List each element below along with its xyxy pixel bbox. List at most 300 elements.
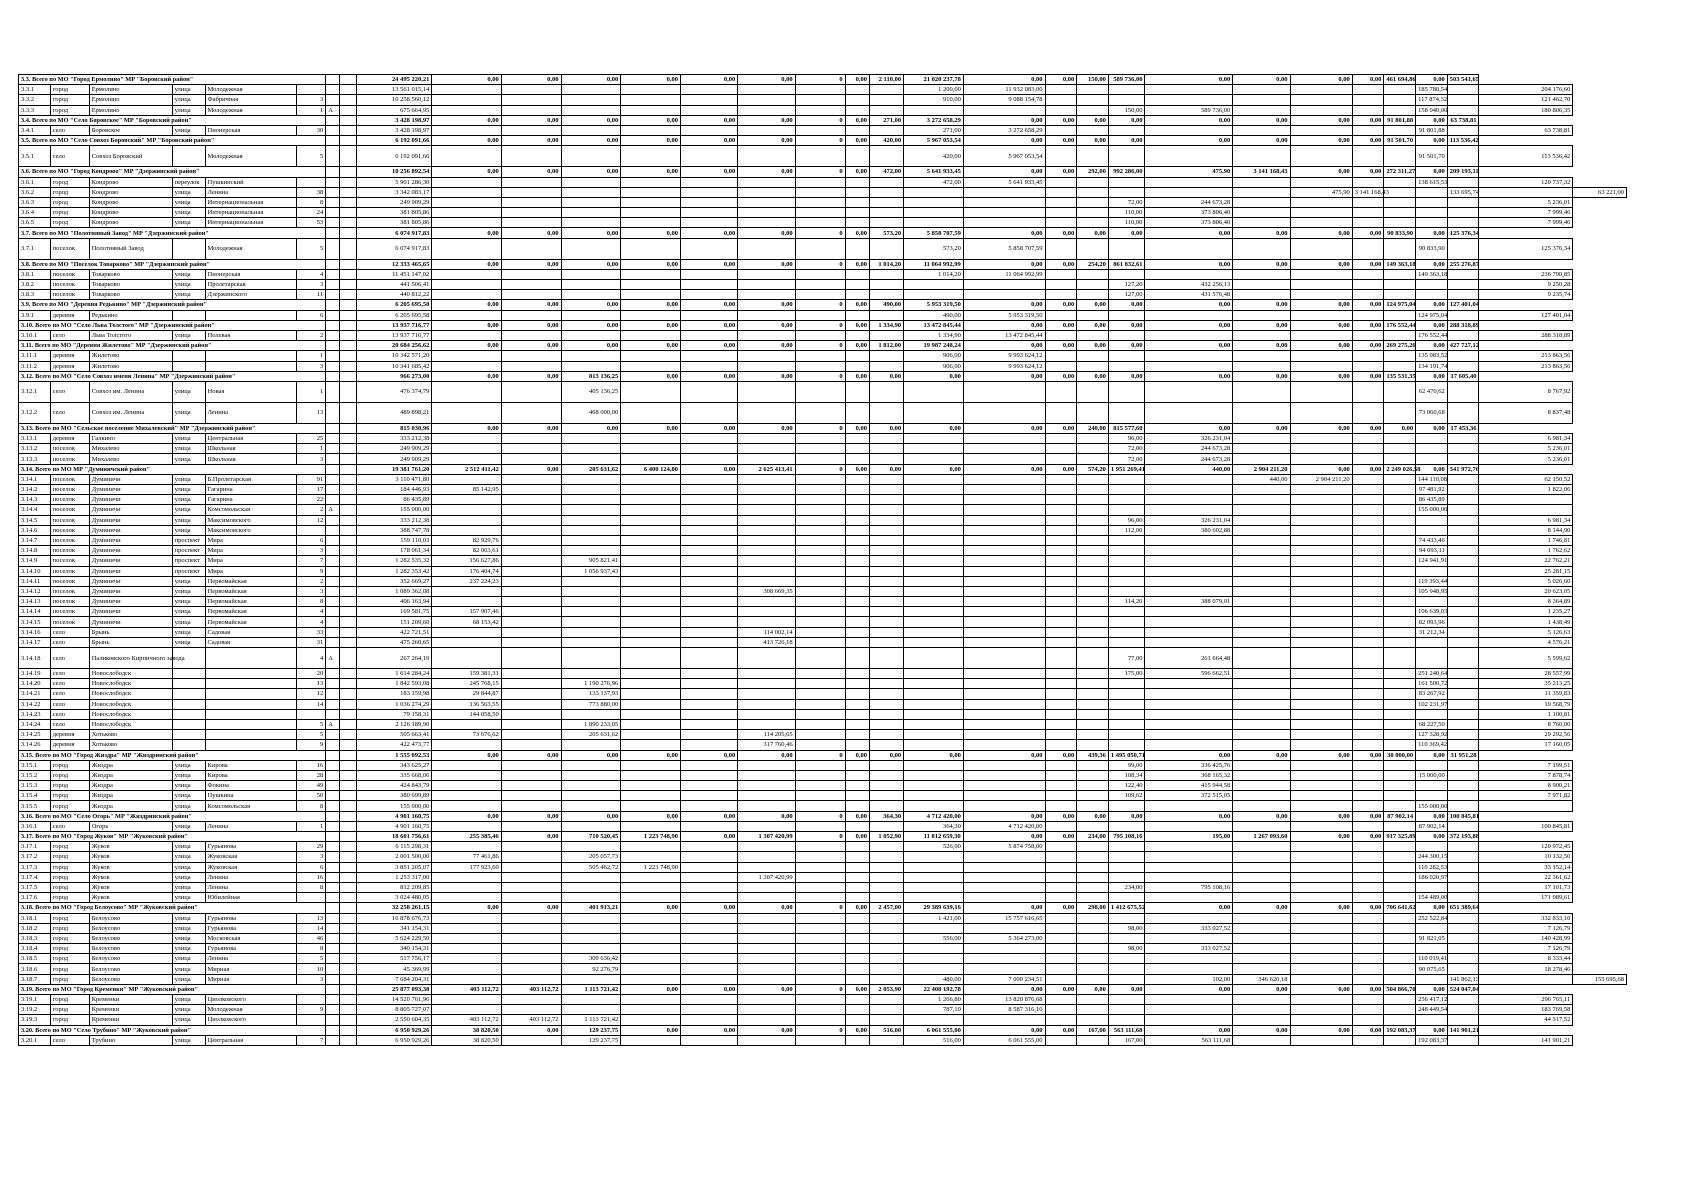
- cell-value: [681, 689, 738, 699]
- house-letter: [326, 208, 339, 218]
- house-number: [296, 85, 325, 95]
- cell-value: [738, 381, 795, 402]
- cell-value: [1384, 218, 1416, 228]
- table-row: [19, 679, 1676, 689]
- street-type: [172, 669, 205, 679]
- cell-value: [904, 781, 964, 791]
- street-type: улица: [172, 381, 205, 402]
- cell-value: 0,00: [1108, 228, 1145, 238]
- cell-value: 0,00: [1233, 903, 1290, 913]
- cell-value: 10 342 571,20: [356, 351, 432, 361]
- street-name: Молодежная: [205, 238, 296, 259]
- cell-value: [681, 913, 738, 923]
- cell-value: [1233, 913, 1290, 923]
- street-name: [205, 361, 296, 371]
- cell-value: [904, 218, 964, 228]
- cell-value: 0,00: [1145, 320, 1233, 330]
- cell-value: 0,00: [501, 811, 561, 821]
- total-label: 3.9. Всего по МО "Деревня Редькино" МР "Дзержинский район": [19, 300, 326, 310]
- cell-value: [1145, 872, 1233, 882]
- cell-value: 0,00: [904, 371, 964, 381]
- cell-value: [1045, 85, 1077, 95]
- cell-value: [1352, 330, 1384, 340]
- cell-value: [1384, 607, 1416, 617]
- cell-value: 32 258 261,15: [356, 903, 432, 913]
- cell-value: [1145, 964, 1233, 974]
- cell-value: 0,00: [681, 903, 738, 913]
- cell-value: [1352, 586, 1384, 596]
- cell-value: 1 412 675,52: [1108, 903, 1145, 913]
- cell-value: 380 699,89: [356, 791, 432, 801]
- house-letter: [326, 1035, 339, 1045]
- cell-value: [501, 434, 561, 444]
- cell-value: [1077, 269, 1109, 279]
- cell-value: 0,00: [1145, 300, 1233, 310]
- cell-value: 441 506,41: [356, 280, 432, 290]
- settlement-type: поселок: [50, 525, 89, 535]
- row-number: 3.18.3: [19, 933, 51, 943]
- cell-value: [1416, 290, 1448, 300]
- row-number: 3.15.5: [19, 801, 51, 811]
- cell-value: [1077, 125, 1109, 135]
- house-number: 9: [296, 566, 325, 576]
- cell-value: [869, 187, 903, 197]
- cell-value: [845, 669, 869, 679]
- cell-value: 0,00: [561, 167, 621, 177]
- cell-value: [1077, 923, 1109, 933]
- cell-value: 13 472 845,44: [904, 320, 964, 330]
- cell-value: [681, 607, 738, 617]
- cell-value: 72,00: [1108, 197, 1145, 207]
- cell-value: 2 457,00: [869, 903, 903, 913]
- cell-value: [1384, 933, 1416, 943]
- cell-value: [1447, 648, 1479, 669]
- cell-value: 8 760,00: [1479, 719, 1573, 729]
- cell-value: 0,00: [501, 75, 561, 85]
- cell-value: [681, 995, 738, 1005]
- house-letter: [326, 495, 339, 505]
- empty-cell: [339, 535, 356, 545]
- house-number: 22: [296, 495, 325, 505]
- cell-value: [1352, 842, 1384, 852]
- settlement-name: Жуков: [89, 893, 172, 903]
- cell-value: [738, 954, 795, 964]
- cell-value: 0,00: [621, 320, 681, 330]
- cell-value: 341 972,76: [1447, 464, 1479, 474]
- cell-value: [963, 852, 1045, 862]
- cell-value: [681, 474, 738, 484]
- cell-value: [1045, 872, 1077, 882]
- cell-value: [963, 699, 1045, 709]
- cell-value: [1145, 351, 1233, 361]
- cell-value: 2 550 604,35: [356, 1015, 432, 1025]
- cell-value: [501, 627, 561, 637]
- cell-value: 0,00: [1290, 984, 1352, 994]
- cell-value: 472,00: [904, 177, 964, 187]
- cell-value: [1447, 821, 1479, 831]
- cell-value: 0: [795, 832, 845, 842]
- cell-value: 155 000,00: [356, 801, 432, 811]
- cell-value: [501, 485, 561, 495]
- street-type: улица: [172, 933, 205, 943]
- cell-value: [738, 893, 795, 903]
- row-number: 3.6.5: [19, 218, 51, 228]
- cell-value: [738, 218, 795, 228]
- cell-value: 8 767,92: [1479, 381, 1573, 402]
- cell-value: [501, 1005, 561, 1015]
- cell-value: 0,00: [738, 228, 795, 238]
- cell-value: [1077, 218, 1109, 228]
- cell-value: 0,00: [1145, 228, 1233, 238]
- cell-value: [1108, 485, 1145, 495]
- cell-value: [795, 954, 845, 964]
- street-name: Первомайская: [205, 607, 296, 617]
- cell-value: [432, 95, 501, 105]
- cell-value: [1416, 1015, 1448, 1025]
- cell-value: [1416, 187, 1448, 197]
- cell-value: [963, 964, 1045, 974]
- cell-value: 11 359,83: [1479, 689, 1573, 699]
- cell-value: 773 880,00: [561, 699, 621, 709]
- cell-value: 22 762,21: [1479, 556, 1573, 566]
- cell-value: 0,00: [738, 750, 795, 760]
- row-number: 3.3.3: [19, 105, 51, 115]
- cell-value: [869, 290, 903, 300]
- cell-value: [1384, 770, 1416, 780]
- empty-cell: [339, 495, 356, 505]
- street-name: Б.Пролетарская: [205, 474, 296, 484]
- settlement-type: село: [50, 627, 89, 637]
- street-type: переулок: [172, 177, 205, 187]
- cell-value: [1233, 146, 1290, 167]
- house-letter: [326, 944, 339, 954]
- cell-value: 0,00: [681, 259, 738, 269]
- cell-value: 0,00: [561, 341, 621, 351]
- table-row: [19, 474, 1676, 484]
- cell-value: [795, 290, 845, 300]
- cell-value: [1416, 781, 1448, 791]
- cell-value: [621, 280, 681, 290]
- cell-value: [1384, 627, 1416, 637]
- cell-value: [1290, 290, 1352, 300]
- cell-value: [1108, 85, 1145, 95]
- cell-value: [738, 525, 795, 535]
- cell-value: [1352, 290, 1384, 300]
- cell-value: [1352, 760, 1384, 770]
- cell-value: [1077, 361, 1109, 371]
- cell-value: [1045, 485, 1077, 495]
- settlement-name: Думиничи: [89, 485, 172, 495]
- street-type: улица: [172, 607, 205, 617]
- cell-value: [681, 852, 738, 862]
- cell-value: [1233, 770, 1290, 780]
- cell-value: 158 040,00: [1416, 105, 1448, 115]
- total-label: 3.12. Всего по МО "Село Совхоз имени Ленина" МР "Дзержинский район": [19, 371, 326, 381]
- street-type: [172, 351, 205, 361]
- cell-value: [1077, 495, 1109, 505]
- settlement-type: город: [50, 781, 89, 791]
- cell-value: [561, 546, 621, 556]
- cell-value: [869, 913, 903, 923]
- settlement-type: село: [50, 699, 89, 709]
- cell-value: [326, 832, 339, 842]
- cell-value: 340 154,31: [356, 944, 432, 954]
- cell-value: 3 272 658,29: [963, 125, 1045, 135]
- cell-value: [1290, 586, 1352, 596]
- cell-value: 0,00: [501, 115, 561, 125]
- cell-value: 0,00: [1108, 811, 1145, 821]
- street-name: Максимовского: [205, 525, 296, 535]
- cell-value: [1290, 434, 1352, 444]
- cell-value: [1045, 566, 1077, 576]
- cell-value: 0,00: [1145, 750, 1233, 760]
- cell-value: [904, 556, 964, 566]
- cell-value: 1 282 353,42: [356, 566, 432, 576]
- cell-value: [561, 740, 621, 750]
- cell-value: 0,00: [432, 423, 501, 433]
- cell-value: 5 599,62: [1479, 648, 1573, 669]
- cell-value: 117 874,32: [1416, 95, 1448, 105]
- cell-value: [1045, 495, 1077, 505]
- cell-value: [1290, 709, 1352, 719]
- table-row: [19, 310, 1676, 320]
- cell-value: 1 113 721,42: [561, 1015, 621, 1025]
- cell-value: [869, 760, 903, 770]
- cell-value: [1233, 1035, 1290, 1045]
- cell-value: 524 047,04: [1447, 984, 1479, 994]
- cell-value: [1384, 208, 1416, 218]
- cell-value: [738, 801, 795, 811]
- cell-value: 28 557,99: [1479, 669, 1573, 679]
- cell-value: 255 276,87: [1447, 259, 1479, 269]
- cell-value: [795, 310, 845, 320]
- cell-value: 1 762,62: [1479, 546, 1573, 556]
- cell-value: [1352, 719, 1384, 729]
- cell-value: [561, 791, 621, 801]
- cell-value: [326, 464, 339, 474]
- cell-value: [738, 821, 795, 831]
- table-row: [19, 238, 1676, 259]
- cell-value: 0,00: [1045, 984, 1077, 994]
- cell-value: 0,00: [845, 423, 869, 433]
- cell-value: 0,00: [845, 115, 869, 125]
- cell-value: [1045, 740, 1077, 750]
- cell-value: 102 231,97: [1416, 699, 1448, 709]
- cell-value: 77,00: [1108, 648, 1145, 669]
- cell-value: [681, 1035, 738, 1045]
- total-row: [19, 903, 1676, 913]
- cell-value: [1384, 361, 1416, 371]
- cell-value: 0,00: [1416, 423, 1448, 433]
- cell-value: 8 364,89: [1479, 597, 1573, 607]
- cell-value: [1384, 566, 1416, 576]
- cell-value: 1 555 092,53: [356, 750, 432, 760]
- settlement-name: Жиздра: [89, 770, 172, 780]
- cell-value: [326, 300, 339, 310]
- cell-value: [1145, 699, 1233, 709]
- cell-value: 1 113 721,42: [561, 984, 621, 994]
- cell-value: [501, 607, 561, 617]
- empty-cell: [339, 852, 356, 862]
- row-number: 3.14.21: [19, 689, 51, 699]
- row-number: 3.17.3: [19, 862, 51, 872]
- cell-value: [1045, 95, 1077, 105]
- cell-value: 0,00: [1352, 167, 1384, 177]
- cell-value: [963, 187, 1045, 197]
- cell-value: [738, 923, 795, 933]
- cell-value: [904, 597, 964, 607]
- cell-value: [738, 607, 795, 617]
- cell-value: 0,00: [1077, 811, 1109, 821]
- house-letter: [326, 556, 339, 566]
- table-row: [19, 597, 1676, 607]
- cell-value: [1416, 923, 1448, 933]
- cell-value: 0,00: [1352, 1025, 1384, 1035]
- cell-value: [501, 535, 561, 545]
- table-row: [19, 791, 1676, 801]
- cell-value: [738, 699, 795, 709]
- cell-value: [432, 290, 501, 300]
- cell-value: 149 363,18: [1384, 259, 1416, 269]
- house-letter: [326, 566, 339, 576]
- house-number: 3: [296, 280, 325, 290]
- cell-value: [1233, 893, 1290, 903]
- street-name: Ленина: [205, 882, 296, 892]
- cell-value: [1352, 709, 1384, 719]
- cell-value: [1233, 177, 1290, 187]
- cell-value: [681, 177, 738, 187]
- cell-value: [845, 709, 869, 719]
- cell-value: 0,00: [1290, 423, 1352, 433]
- cell-value: 2 001 500,00: [356, 852, 432, 862]
- cell-value: [795, 197, 845, 207]
- street-type: улица: [172, 872, 205, 882]
- cell-value: [621, 760, 681, 770]
- cell-value: [432, 85, 501, 95]
- cell-value: [561, 617, 621, 627]
- cell-value: [869, 310, 903, 320]
- cell-value: 0,00: [1352, 341, 1384, 351]
- cell-value: [501, 852, 561, 862]
- cell-value: 0: [795, 464, 845, 474]
- cell-value: [501, 882, 561, 892]
- cell-value: [1233, 310, 1290, 320]
- cell-value: [869, 85, 903, 95]
- cell-value: 288 318,89: [1447, 320, 1479, 330]
- total-row: [19, 75, 1676, 85]
- cell-value: 96,00: [1108, 434, 1145, 444]
- cell-value: [1352, 923, 1384, 933]
- house-letter: [326, 361, 339, 371]
- cell-value: [904, 893, 964, 903]
- cell-value: [621, 791, 681, 801]
- street-type: улица: [172, 995, 205, 1005]
- row-number: 3.8.3: [19, 290, 51, 300]
- cell-value: [904, 208, 964, 218]
- cell-value: [1384, 485, 1416, 495]
- cell-value: 133 137,93: [561, 689, 621, 699]
- empty-cell: [339, 770, 356, 780]
- cell-value: 0,00: [1290, 167, 1352, 177]
- cell-value: 13 820 876,68: [963, 995, 1045, 1005]
- cell-value: 373 806,40: [1145, 208, 1233, 218]
- cell-value: [738, 913, 795, 923]
- cell-value: [621, 566, 681, 576]
- cell-value: [738, 177, 795, 187]
- cell-value: [1233, 556, 1290, 566]
- street-type: проспект: [172, 556, 205, 566]
- house-number: 2: [296, 505, 325, 515]
- street-name: Пролетарская: [205, 280, 296, 290]
- house-letter: [326, 351, 339, 361]
- cell-value: [1077, 444, 1109, 454]
- table-row: [19, 923, 1676, 933]
- cell-value: [681, 525, 738, 535]
- cell-value: 706 641,62: [1384, 903, 1416, 913]
- cell-value: [1290, 218, 1352, 228]
- row-number: 3.14.12: [19, 586, 51, 596]
- cell-value: [738, 781, 795, 791]
- cell-value: [1290, 730, 1352, 740]
- cell-value: [904, 402, 964, 423]
- cell-value: 388 079,01: [1145, 597, 1233, 607]
- cell-value: 9 993 624,12: [963, 361, 1045, 371]
- table-row: [19, 146, 1676, 167]
- row-number: 3.18.4: [19, 944, 51, 954]
- row-number: 3.15.4: [19, 791, 51, 801]
- cell-value: 0,00: [501, 1025, 561, 1035]
- cell-value: 121 462,70: [1479, 95, 1573, 105]
- settlement-name: Трубино: [89, 1035, 172, 1045]
- cell-value: [738, 556, 795, 566]
- cell-value: 0,00: [738, 167, 795, 177]
- cell-value: 405 136,25: [561, 381, 621, 402]
- cell-value: [501, 525, 561, 535]
- cell-value: [963, 801, 1045, 811]
- settlement-type: город: [50, 842, 89, 852]
- cell-value: 0,00: [1145, 341, 1233, 351]
- cell-value: [1077, 954, 1109, 964]
- cell-value: [738, 269, 795, 279]
- cell-value: [845, 361, 869, 371]
- cell-value: [1384, 556, 1416, 566]
- cell-value: 6 205 695,58: [356, 310, 432, 320]
- cell-value: 9 088 154,78: [963, 95, 1045, 105]
- table-row: [19, 648, 1676, 669]
- street-name: Молодежная: [205, 1005, 296, 1015]
- cell-value: [681, 208, 738, 218]
- street-name: [205, 689, 296, 699]
- cell-value: [845, 781, 869, 791]
- house-letter: [326, 197, 339, 207]
- house-number: 13: [296, 913, 325, 923]
- row-number: 3.11.1: [19, 351, 51, 361]
- cell-value: 0: [795, 320, 845, 330]
- cell-value: [1233, 505, 1290, 515]
- cell-value: [1077, 842, 1109, 852]
- cell-value: 526,00: [904, 842, 964, 852]
- cell-value: [1290, 913, 1352, 923]
- cell-value: 267 264,19: [356, 648, 432, 669]
- cell-value: 7 999,46: [1479, 208, 1573, 218]
- settlement-type: поселок: [50, 454, 89, 464]
- house-letter: [326, 402, 339, 423]
- house-letter: [326, 187, 339, 197]
- cell-value: 159 381,31: [432, 669, 501, 679]
- cell-value: 0,00: [1233, 811, 1290, 821]
- cell-value: 0,00: [1352, 259, 1384, 269]
- street-name: Гагарина: [205, 485, 296, 495]
